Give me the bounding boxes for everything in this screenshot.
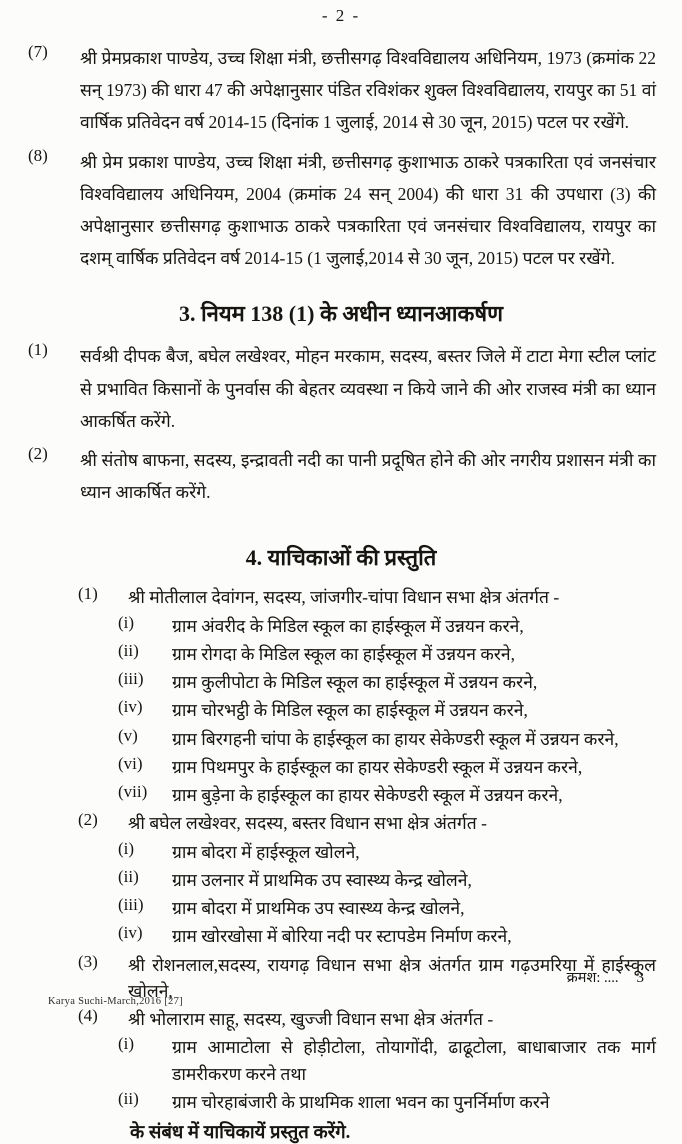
item-text: श्री संतोष बाफना, सदस्य, इन्द्रावती नदी का पानी प्रदूषित होने की ओर नगरीय प्रशासन मंत्री का ध्यान आकर्षित करेंगे. [80, 449, 656, 503]
item-number: (i) [118, 1034, 135, 1054]
petitions-list [0, 584, 682, 1115]
item-text: ग्राम आमाटोला से होड़ीटोला, तोयागोंदी, ढाढूटोला, बाधाबाजार तक मार्ग डामरीकरण करने तथा [172, 1037, 656, 1084]
petition-item [78, 810, 656, 836]
section3-heading: 3. नियम 138 (1) के अधीन ध्यानआकर्षण [178, 301, 504, 327]
item-number: (iii) [118, 895, 144, 914]
petition-sub-item [118, 895, 656, 921]
petition-sub-item [118, 754, 656, 780]
item-text: ग्राम बुड़ेना के हाईस्कूल का हायर सेकेण्डरी स्कूल में उन्नयन करने, [172, 785, 563, 805]
tabled-report-item [28, 146, 656, 275]
attention-motion-item [28, 444, 656, 508]
item-text: श्री प्रेमप्रकाश पाण्डेय, उच्च शिक्षा मंत्री, छत्तीसगढ़ विश्वविद्यालय अधिनियम, 1973 (क्रमांक 22 सन् 1973) की धारा 47 की अपेक्षानुसार पंडित रविशंकर शुक्ल विश्वविद्यालय, रायपुर का 51 वां वार्षिक प्रतिवेदन वर्ष 2014-15 (दिनांक 1 जुलाई, 2014 से 30 जून, 2015) पटल पर रखेंगे. [80, 48, 656, 133]
item-text: ग्राम पिथमपुर के हाईस्कूल का हायर सेकेण्डरी स्कूल में उन्नयन करने, [172, 756, 583, 777]
petition-sub-item [118, 923, 656, 949]
item-number: (iii) [118, 669, 144, 688]
document-footer-reference: Karya Suchi-March,2016 [27] [48, 996, 183, 1007]
item-text: ग्राम बोदरा में हाईस्कूल खोलने, [172, 841, 360, 862]
petition-sub-item [118, 669, 656, 695]
page-number-header: - 2 - [321, 6, 361, 25]
attention-motion-item [28, 340, 656, 437]
petition-item [78, 584, 656, 610]
item-number: (i) [118, 612, 135, 632]
item-text: ग्राम कुलीपोटा के मिडिल स्कूल का हाईस्कूल में उन्नयन करने, [172, 672, 538, 692]
item-text: ग्राम बिरगहनी चांपा के हाईस्कूल का हायर सेकेण्डरी स्कूल में उन्नयन करने, [172, 728, 619, 749]
tabled-report-item [28, 42, 656, 139]
item-number: (1) [28, 340, 48, 360]
item-text: श्री मोतीलाल देवांगन, सदस्य, जांजगीर-चांपा विधान सभा क्षेत्र अंतर्गत - [128, 587, 560, 608]
item-text: ग्राम अंवरीद के मिडिल स्कूल का हाईस्कूल में उन्नयन करने, [172, 615, 524, 636]
petition-sub-item [118, 839, 656, 865]
item-number: (iv) [118, 697, 143, 717]
item-text: श्री प्रेम प्रकाश पाण्डेय, उच्च शिक्षा मंत्री, छत्तीसगढ़ कुशाभाऊ ठाकरे पत्रकारिता एवं जनसंचार विश्वविद्यालय अधिनियम, 2004 (क्रमांक 24 सन् 2004) की धारा 31 की उपधारा (3) की अपेक्षानुसार छत्तीसगढ़ कुशाभाऊ ठाकरे पत्रकारिता एवं जनसंचार विश्वविद्यालय, रायपुर का दशम् वार्षिक प्रतिवेदन वर्ष 2014-15 (1 जुलाई,2014 से 30 जून, 2015) पटल पर रखेंगे. [80, 151, 656, 269]
item-text: सर्वश्री दीपक बैज, बघेल लखेश्वर, मोहन मरकाम, सदस्य, बस्तर जिले में टाटा मेगा स्टील प्लांट से प्रभावित किसानों के पुनर्वास की बेहतर व्यवस्था न किये जाने की ओर राजस्व मंत्री का ध्यान आकर्षित करेंगे. [80, 346, 656, 431]
petition-sub-item [118, 782, 656, 808]
next-page-number: 3 [636, 970, 644, 986]
item-number: (vii) [118, 782, 148, 801]
item-number: (1) [78, 584, 98, 604]
item-number: (ii) [118, 1088, 139, 1108]
section4-heading: 4. याचिकाओं की प्रस्तुति [245, 545, 437, 571]
petition-sub-item [118, 697, 656, 723]
petitions-closing-line: के संबंध में याचिकायें प्रस्तुत करेंगे. [130, 1123, 351, 1143]
petition-sub-item [118, 726, 656, 752]
petition-sub-item [118, 1034, 656, 1087]
petition-sub-item [118, 613, 656, 639]
item-number: (7) [28, 42, 48, 61]
petition-sub-item [118, 641, 656, 667]
item-number: (4) [78, 1006, 98, 1025]
item-number: (2) [78, 810, 98, 830]
continuation-note [567, 967, 644, 987]
item-text: ग्राम खोरखोसा में बोरिया नदी पर स्टापडेम निर्माण करने, [172, 926, 512, 947]
tabled-reports-list [0, 42, 682, 274]
item-text: ग्राम चोरहाबंजारी के प्राथमिक शाला भवन का पुनर्निर्माण करने [172, 1091, 550, 1112]
item-number: (vi) [118, 753, 143, 773]
petition-sub-item [118, 1089, 656, 1115]
item-number: (3) [78, 951, 98, 971]
petition-sub-item [118, 867, 656, 893]
item-number: (8) [28, 145, 48, 165]
item-number: (2) [28, 443, 48, 463]
item-number: (ii) [118, 640, 139, 660]
item-text: श्री बघेल लखेश्वर, सदस्य, बस्तर विधान सभा क्षेत्र अंतर्गत - [128, 813, 487, 834]
petition-item [78, 1006, 656, 1032]
item-number: (v) [118, 725, 138, 745]
item-text: ग्राम रोगदा के मिडिल स्कूल का हाईस्कूल में उन्नयन करने, [172, 643, 515, 664]
item-number: (i) [118, 838, 135, 858]
item-text: श्री रोशनलाल,सदस्य, रायगढ़ विधान सभा क्षेत्र अंतर्गत ग्राम गढ़उमरिया में हाईस्कूल खोलने, [128, 954, 656, 1001]
continuation-label: क्रमश: .... [566, 970, 619, 986]
attention-motions-list [0, 340, 682, 508]
item-text: ग्राम बोदरा में प्राथमिक उप स्वास्थ्य केन्द्र खोलने, [172, 898, 465, 918]
item-text: ग्राम उलनार में प्राथमिक उप स्वास्थ्य केन्द्र खोलने, [172, 869, 472, 890]
item-number: (ii) [118, 866, 139, 886]
item-number: (iv) [118, 923, 143, 943]
item-text: श्री भोलाराम साहू, सदस्य, खुज्जी विधान सभा क्षेत्र अंतर्गत - [128, 1009, 494, 1029]
item-text: ग्राम चोरभट्ठी के मिडिल स्कूल का हाईस्कूल में उन्नयन करने, [172, 700, 528, 721]
